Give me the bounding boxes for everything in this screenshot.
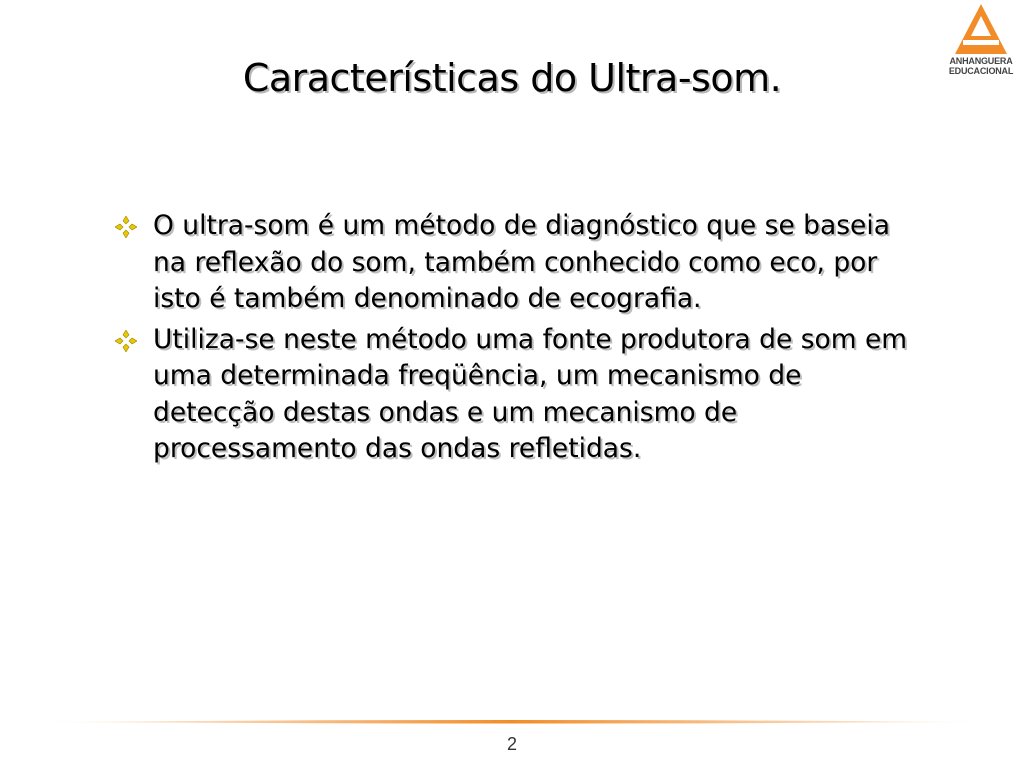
logo-line-2: EDUCACIONAL	[948, 66, 1014, 76]
triangle-logo-icon	[953, 2, 1009, 56]
logo-line-1: ANHANGUERA	[949, 56, 1013, 66]
page-number: 2	[506, 734, 517, 754]
footer-divider	[40, 718, 984, 726]
bullet-list	[115, 208, 915, 472]
bullet-item-1	[115, 208, 915, 318]
diamond-bullet-icon	[115, 330, 137, 352]
diamond-bullet-icon	[115, 216, 137, 238]
bullet-text-1: O ultra-som é um método de diagnóstico que se baseia na reflexão do som, também conhecido como eco, por isto é também denominado de ecografia.	[153, 210, 890, 314]
bullet-item-2	[115, 322, 915, 468]
bullet-text-2: Utiliza-se neste método uma fonte produtora de som em uma determinada freqüência, um mecanismo de detecção destas ondas e um mecanismo de processamento das ondas refletidas.	[153, 323, 908, 464]
slide-title: Características do Ultra-som.	[242, 56, 782, 100]
